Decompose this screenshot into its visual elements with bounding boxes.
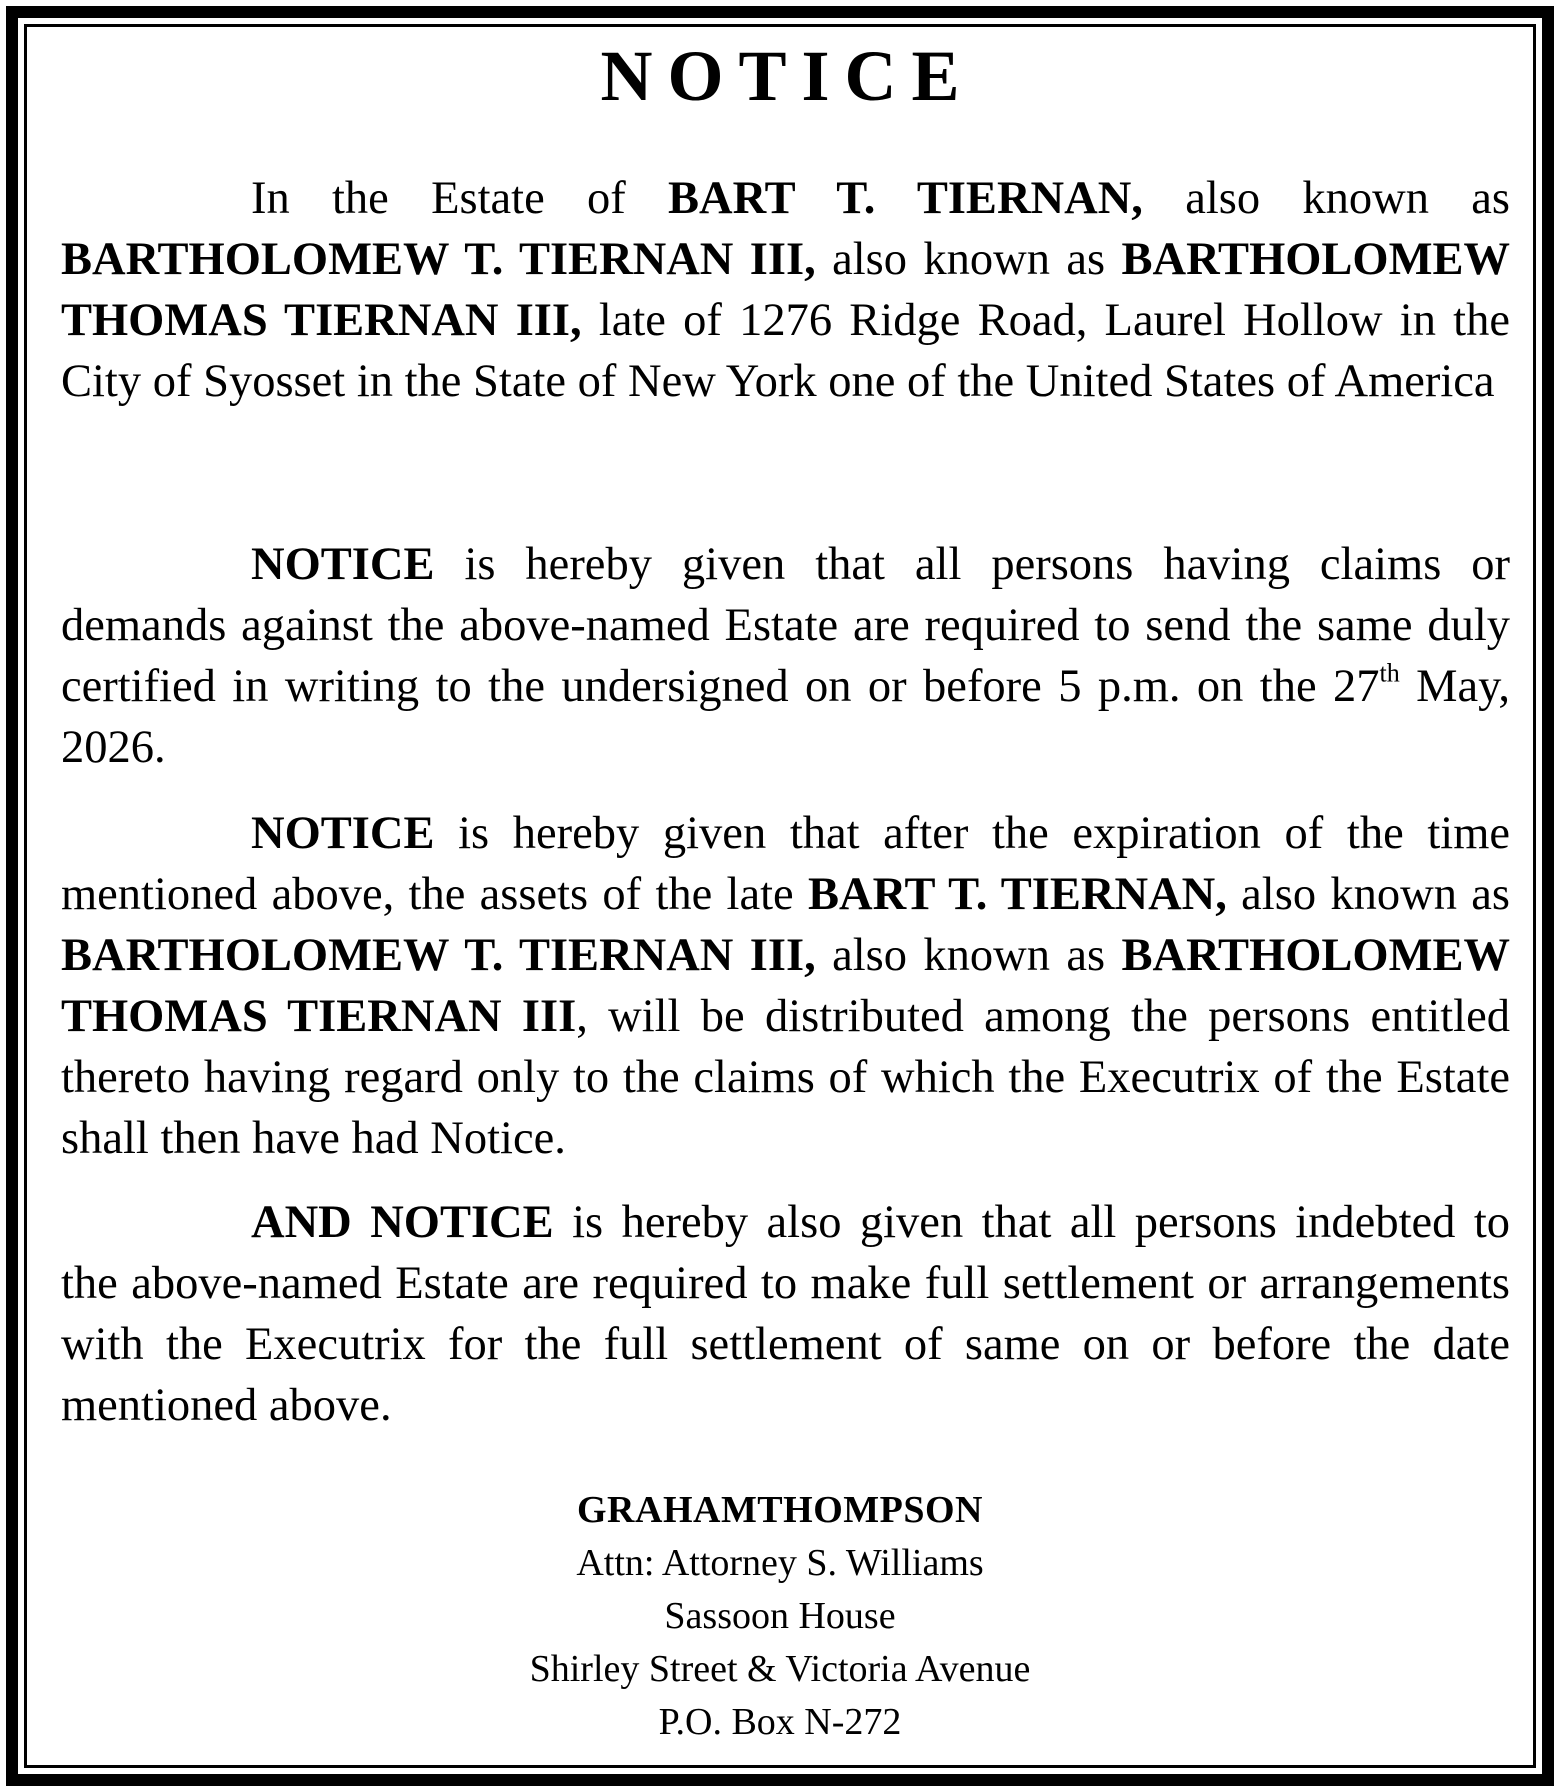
text: also known as [1226, 869, 1510, 920]
debtors-paragraph [61, 1192, 1510, 1436]
lead-word: NOTICE [251, 539, 435, 590]
attention-line: Attn: Attorney S. Williams [576, 1542, 984, 1584]
decedent-name: BART T. TIERNAN, [807, 869, 1227, 920]
decedent-name: BART T. TIERNAN, [668, 173, 1143, 224]
estate-paragraph [61, 168, 1510, 412]
distribution-paragraph [61, 803, 1510, 1169]
text: May, 2026. [61, 661, 1511, 773]
text: is hereby also given that all persons indebted to the above-named Estate are required to make full settlement or arrangements with the Executrix for the full settlement of same on or before the date mentioned above. [61, 1197, 1511, 1431]
text: , will be distributed among the persons entitled thereto having regard only to the claims of which the Executrix of the Estate shall then have had Notice. [61, 991, 1510, 1164]
text: is hereby given that all persons having claims or demands against the above-named Estate are required to send the same duly certified in writing to the undersigned on or before 5 p.m. on the 27 [61, 539, 1510, 712]
text: In the Estate of [251, 173, 669, 224]
alias-name: BARTHOLOMEW THOMAS TIERNAN III [61, 930, 1510, 1042]
text: also known as [815, 930, 1122, 981]
firm-name: GRAHAMTHOMPSON [577, 1489, 983, 1531]
alias-name: BARTHOLOMEW T. TIERNAN III, [61, 930, 816, 981]
street-line: Shirley Street & Victoria Avenue [529, 1648, 1031, 1690]
alias-name: BARTHOLOMEW T. TIERNAN III, [61, 234, 816, 285]
text: late of 1276 Ridge Road, Laurel Hollow in the City of Syosset in the State of New York one of the United States of America [61, 295, 1510, 407]
lead-word: AND NOTICE [251, 1197, 554, 1248]
lead-word: NOTICE [251, 808, 435, 859]
text: also known as [815, 234, 1122, 285]
text: is hereby given that after the expiration of the time mentioned above, the assets of the late [61, 808, 1510, 920]
text: also known as [1142, 173, 1510, 224]
claims-paragraph [61, 534, 1510, 778]
building-line: Sassoon House [664, 1595, 896, 1637]
alias-name: BARTHOLOMEW THOMAS TIERNAN III, [61, 234, 1510, 346]
po-box-line: P.O. Box N-272 [658, 1701, 902, 1743]
signature-block [0, 1484, 1560, 1749]
ordinal-suffix: th [1379, 658, 1400, 688]
notice-title: NOTICE [600, 36, 975, 116]
